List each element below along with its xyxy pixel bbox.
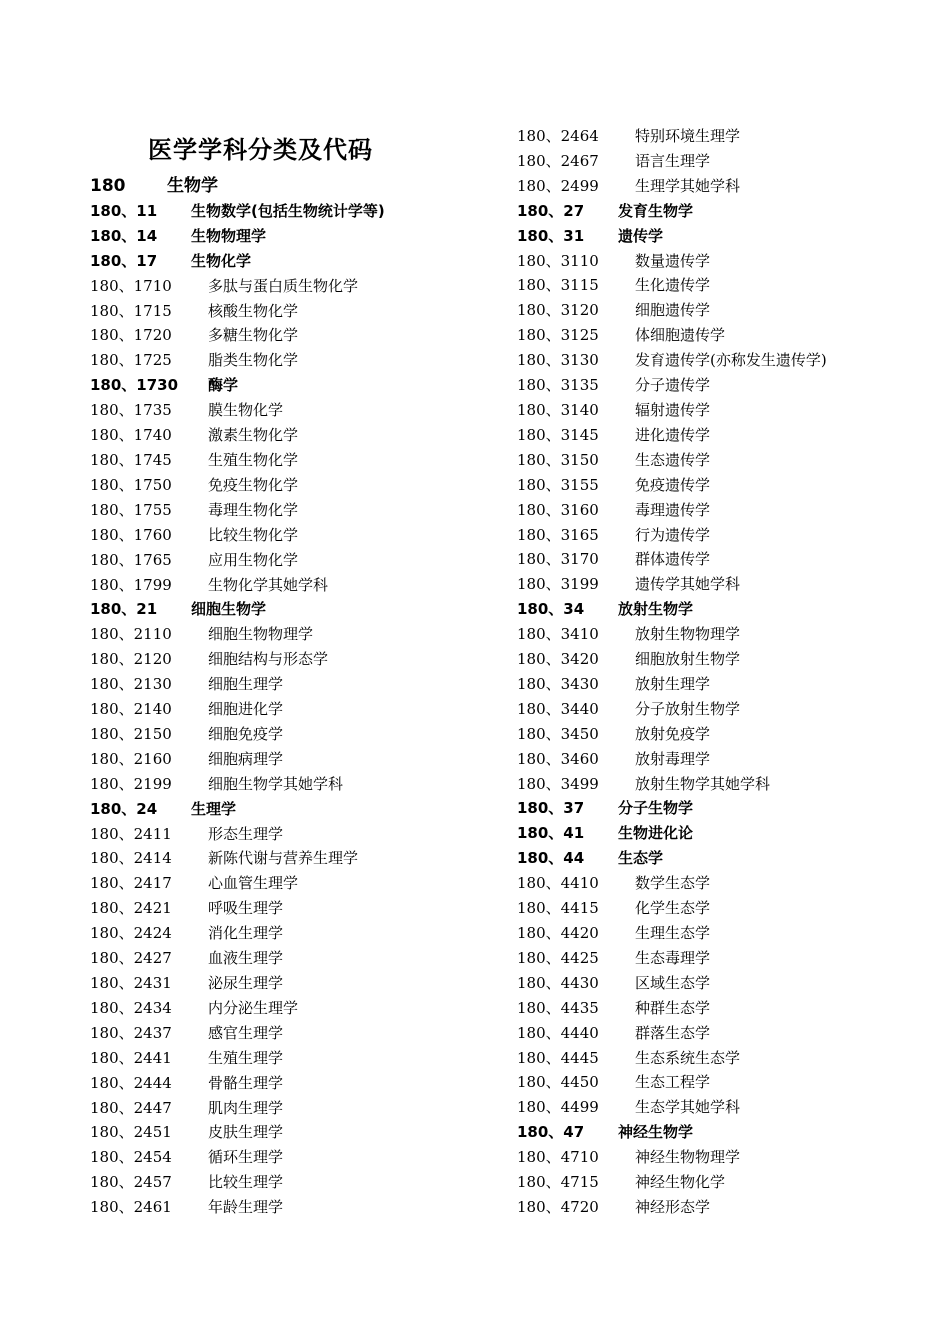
classification-row (517, 224, 917, 249)
subject-code: 180、14 (90, 226, 158, 245)
subject-name: 生物进化论 (618, 824, 694, 843)
subject-code: 180、3170 (517, 550, 599, 569)
classification-row (517, 373, 917, 398)
classification-row (90, 473, 490, 498)
classification-row (90, 622, 490, 647)
subject-name: 新陈代谢与营养生理学 (208, 849, 359, 868)
subject-code: 180、2421 (90, 899, 172, 918)
subject-code: 180、2411 (90, 824, 172, 843)
subject-name: 免疫遗传学 (635, 475, 711, 494)
subject-code: 180、4430 (517, 973, 599, 992)
subject-name: 生化遗传学 (635, 276, 711, 295)
classification-row (90, 921, 490, 946)
subject-code: 180、3130 (517, 351, 599, 370)
subject-name: 细胞生物学其她学科 (208, 774, 344, 793)
subject-code: 180、4710 (517, 1148, 599, 1167)
subject-code: 180、3140 (517, 400, 599, 419)
subject-code: 180、4499 (517, 1098, 599, 1117)
subject-name: 数学生态学 (635, 874, 711, 893)
subject-code: 180、1760 (90, 525, 172, 544)
subject-name: 细胞放射生物学 (635, 650, 741, 669)
classification-row (517, 846, 917, 871)
classification-row (517, 796, 917, 821)
classification-row (90, 846, 490, 871)
subject-name: 群落生态学 (635, 1023, 711, 1042)
subject-name: 骨骼生理学 (208, 1073, 284, 1092)
classification-row (517, 622, 917, 647)
classification-row (90, 1195, 490, 1220)
classification-row (517, 547, 917, 572)
subject-name: 分子放射生物学 (635, 699, 741, 718)
subject-name: 肌肉生理学 (208, 1098, 284, 1117)
subject-code: 180、2199 (90, 774, 172, 793)
subject-name: 细胞遗传学 (635, 301, 711, 320)
subject-name: 应用生物化学 (208, 550, 299, 569)
subject-name: 生殖生物化学 (208, 450, 299, 469)
subject-code: 180、3125 (517, 326, 599, 345)
classification-row (90, 896, 490, 921)
subject-name: 生物数学(包括生物统计学等) (191, 201, 385, 220)
classification-row (517, 174, 917, 199)
classification-row (517, 1095, 917, 1120)
classification-row (90, 996, 490, 1021)
subject-name: 化学生态学 (635, 899, 711, 918)
subject-name: 毒理遗传学 (635, 500, 711, 519)
classification-row (517, 1195, 917, 1220)
subject-name: 膜生物化学 (208, 401, 284, 420)
classification-row (517, 398, 917, 423)
subject-code: 180、3440 (517, 699, 599, 718)
classification-row (517, 921, 917, 946)
subject-code: 180、3499 (517, 774, 599, 793)
subject-code: 180、1765 (90, 550, 172, 569)
subject-code: 180、1730 (90, 376, 179, 395)
subject-name: 生态学 (618, 849, 664, 868)
subject-code: 180、2499 (517, 176, 599, 195)
subject-code: 180、3150 (517, 450, 599, 469)
classification-row (90, 772, 490, 797)
subject-code: 180、1720 (90, 326, 172, 345)
subject-code: 180、4425 (517, 948, 599, 967)
subject-code: 180、21 (90, 600, 158, 619)
subject-code: 180、17 (90, 251, 158, 270)
classification-row (90, 647, 490, 672)
classification-row (517, 697, 917, 722)
subject-name: 皮肤生理学 (208, 1123, 284, 1142)
subject-code: 180、3165 (517, 525, 599, 544)
subject-code: 180、3199 (517, 575, 599, 594)
subject-name: 心血管生理学 (208, 874, 299, 893)
subject-name: 比较生理学 (208, 1173, 284, 1192)
subject-code: 180、1745 (90, 450, 172, 469)
subject-name: 生态工程学 (635, 1073, 711, 1092)
subject-name: 年龄生理学 (208, 1198, 284, 1217)
subject-code: 180、3430 (517, 674, 599, 693)
subject-code: 180、1755 (90, 500, 172, 519)
right-column (517, 124, 917, 1220)
classification-row (90, 797, 490, 822)
subject-name: 生物学 (167, 176, 218, 196)
classification-row (517, 871, 917, 896)
classification-row (517, 348, 917, 373)
classification-row (517, 249, 917, 274)
subject-name: 发育生物学 (618, 201, 694, 220)
subject-code: 180、3135 (517, 376, 599, 395)
subject-name: 语言生理学 (635, 151, 711, 170)
subject-code: 180、4715 (517, 1173, 599, 1192)
subject-name: 毒理生物化学 (208, 500, 299, 519)
classification-row (517, 473, 917, 498)
classification-row (517, 1120, 917, 1145)
subject-name: 放射毒理学 (635, 749, 711, 768)
subject-name: 生理生态学 (635, 924, 711, 942)
classification-row (517, 199, 917, 224)
subject-code: 180、34 (517, 600, 585, 619)
classification-row (517, 821, 917, 846)
subject-code: 180、4445 (517, 1048, 599, 1067)
subject-name: 种群生态学 (635, 998, 711, 1017)
subject-code: 180、2441 (90, 1048, 172, 1067)
subject-name: 进化遗传学 (635, 425, 711, 444)
subject-code: 180、1715 (90, 301, 172, 320)
classification-row (90, 523, 490, 548)
subject-name: 泌尿生理学 (208, 974, 284, 992)
subject-code: 180 (90, 176, 126, 196)
subject-code: 180、24 (90, 799, 158, 818)
subject-name: 细胞生物物理学 (208, 625, 314, 644)
classification-row (517, 1170, 917, 1195)
classification-row (90, 1096, 490, 1121)
subject-name: 神经生物化学 (635, 1173, 726, 1192)
classification-row (90, 348, 490, 373)
subject-name: 多肽与蛋白质生物化学 (208, 276, 359, 295)
subject-code: 180、3155 (517, 475, 599, 494)
subject-code: 180、11 (90, 201, 158, 220)
subject-name: 放射生物学 (618, 600, 694, 619)
subject-name: 细胞免疫学 (208, 724, 284, 743)
subject-code: 180、4450 (517, 1073, 599, 1092)
classification-row (517, 772, 917, 797)
classification-row (517, 1021, 917, 1046)
subject-name: 区域生态学 (635, 973, 711, 992)
classification-row (517, 124, 917, 149)
subject-name: 放射生物学其她学科 (635, 774, 771, 793)
subject-code: 180、3115 (517, 276, 599, 295)
subject-code: 180、47 (517, 1123, 585, 1142)
classification-row (517, 1145, 917, 1170)
subject-name: 生态学其她学科 (635, 1098, 741, 1117)
subject-name: 细胞结构与形态学 (208, 650, 329, 669)
classification-row (90, 498, 490, 523)
classification-row (90, 1021, 490, 1046)
classification-row (90, 224, 490, 249)
subject-code: 180、2434 (90, 998, 172, 1017)
subject-code: 180、3450 (517, 724, 599, 743)
subject-name: 生物化学 (191, 251, 252, 270)
subject-name: 消化生理学 (208, 924, 284, 943)
subject-code: 180、3110 (517, 251, 599, 270)
subject-code: 180、2110 (90, 625, 172, 644)
classification-row (517, 423, 917, 448)
classification-row (90, 1046, 490, 1071)
classification-row (517, 971, 917, 996)
classification-row (90, 722, 490, 747)
subject-code: 180、2160 (90, 749, 172, 768)
subject-code: 180、1725 (90, 351, 172, 370)
subject-code: 180、2427 (90, 949, 172, 968)
classification-row (517, 647, 917, 672)
subject-code: 180、4410 (517, 874, 599, 893)
classification-row (517, 597, 917, 622)
subject-code: 180、2417 (90, 874, 172, 893)
subject-name: 生理学 (191, 799, 237, 818)
classification-row (90, 946, 490, 971)
subject-name: 内分泌生理学 (208, 998, 299, 1017)
classification-row (90, 323, 490, 348)
subject-code: 180、2464 (517, 127, 599, 145)
classification-row (90, 299, 490, 324)
subject-code: 180、3420 (517, 650, 599, 669)
subject-code: 180、4415 (517, 899, 599, 918)
subject-name: 循环生理学 (208, 1148, 284, 1167)
subject-name: 感官生理学 (208, 1023, 284, 1042)
subject-name: 生殖生理学 (208, 1048, 284, 1067)
classification-row (90, 448, 490, 473)
classification-row (90, 1120, 490, 1145)
classification-row (517, 1046, 917, 1071)
classification-row (517, 448, 917, 473)
subject-name: 比较生物化学 (208, 525, 299, 544)
subject-name: 神经生物学 (618, 1123, 694, 1142)
subject-code: 180、2431 (90, 974, 172, 992)
subject-name: 呼吸生理学 (208, 899, 284, 918)
subject-code: 180、1740 (90, 426, 172, 445)
subject-code: 180、2140 (90, 700, 172, 719)
classification-row (517, 722, 917, 747)
subject-code: 180、4420 (517, 924, 599, 942)
subject-code: 180、41 (517, 824, 585, 843)
classification-row (517, 298, 917, 323)
classification-row (90, 822, 490, 847)
subject-code: 180、3460 (517, 749, 599, 768)
classification-row (90, 573, 490, 598)
classification-row (517, 498, 917, 523)
subject-name: 神经生物物理学 (635, 1148, 741, 1167)
subject-code: 180、3120 (517, 301, 599, 320)
left-column (90, 174, 490, 1220)
subject-code: 180、2414 (90, 849, 172, 868)
classification-row (90, 597, 490, 622)
subject-name: 分子生物学 (618, 799, 694, 818)
classification-row (90, 1170, 490, 1195)
subject-name: 免疫生物化学 (208, 475, 299, 494)
subject-name: 生理学其她学科 (635, 176, 741, 195)
subject-code: 180、27 (517, 201, 585, 220)
classification-row (517, 996, 917, 1021)
subject-code: 180、3410 (517, 625, 599, 644)
subject-code: 180、4720 (517, 1197, 599, 1216)
subject-name: 细胞生理学 (208, 675, 284, 694)
subject-name: 遗传学其她学科 (635, 575, 741, 594)
subject-name: 生态系统生态学 (635, 1048, 741, 1067)
classification-row (517, 572, 917, 597)
classification-row (517, 149, 917, 174)
classification-row (90, 971, 490, 996)
classification-row (90, 747, 490, 772)
subject-name: 体细胞遗传学 (635, 326, 726, 345)
classification-row (90, 423, 490, 448)
subject-code: 180、4435 (517, 998, 599, 1017)
subject-name: 生态遗传学 (635, 450, 711, 469)
classification-row (517, 672, 917, 697)
subject-name: 遗传学 (618, 226, 664, 245)
subject-name: 形态生理学 (208, 824, 284, 843)
classification-row (517, 273, 917, 298)
subject-code: 180、4440 (517, 1023, 599, 1042)
classification-row (90, 398, 490, 423)
classification-row (90, 373, 490, 398)
page-title: 医学学科分类及代码 (148, 135, 373, 164)
subject-name: 细胞病理学 (208, 749, 284, 768)
classification-row (90, 871, 490, 896)
subject-code: 180、2120 (90, 650, 172, 669)
subject-code: 180、2444 (90, 1073, 172, 1092)
subject-name: 细胞进化学 (208, 700, 284, 719)
subject-code: 180、2447 (90, 1098, 172, 1117)
subject-name: 群体遗传学 (635, 550, 711, 569)
subject-code: 180、31 (517, 226, 585, 245)
subject-name: 脂类生物化学 (208, 351, 299, 370)
subject-code: 180、1735 (90, 401, 172, 420)
subject-name: 多糖生物化学 (208, 326, 299, 345)
classification-row (517, 946, 917, 971)
subject-name: 发育遗传学(亦称发生遗传学) (635, 351, 827, 370)
subject-name: 生物化学其她学科 (208, 575, 329, 594)
subject-name: 特别环境生理学 (635, 127, 741, 145)
subject-code: 180、1710 (90, 276, 172, 295)
classification-row (517, 747, 917, 772)
classification-row (90, 199, 490, 224)
subject-name: 神经形态学 (635, 1197, 711, 1216)
classification-row (90, 1145, 490, 1170)
subject-code: 180、2454 (90, 1148, 172, 1167)
subject-code: 180、2457 (90, 1173, 172, 1192)
subject-code: 180、2130 (90, 675, 172, 694)
subject-code: 180、3160 (517, 500, 599, 519)
classification-row (517, 323, 917, 348)
subject-name: 酶学 (208, 376, 239, 395)
classification-row (90, 174, 490, 199)
subject-name: 生物物理学 (191, 226, 267, 245)
subject-code: 180、37 (517, 799, 585, 818)
classification-row (90, 672, 490, 697)
subject-name: 放射免疫学 (635, 724, 711, 743)
subject-code: 180、2461 (90, 1198, 172, 1217)
subject-name: 行为遗传学 (635, 525, 711, 544)
subject-name: 细胞生物学 (191, 600, 267, 619)
subject-code: 180、2150 (90, 724, 172, 743)
classification-row (90, 249, 490, 274)
subject-name: 激素生物化学 (208, 426, 299, 445)
subject-name: 数量遗传学 (635, 251, 711, 270)
subject-name: 核酸生物化学 (208, 301, 299, 320)
classification-row (90, 548, 490, 573)
subject-name: 放射生物物理学 (635, 625, 741, 644)
subject-name: 血液生理学 (208, 949, 284, 968)
subject-name: 辐射遗传学 (635, 400, 711, 419)
subject-name: 放射生理学 (635, 674, 711, 693)
subject-name: 生态毒理学 (635, 948, 711, 967)
classification-row (517, 1070, 917, 1095)
subject-code: 180、2451 (90, 1123, 172, 1142)
subject-code: 180、2467 (517, 151, 599, 170)
subject-code: 180、1750 (90, 475, 172, 494)
classification-row (90, 697, 490, 722)
subject-code: 180、1799 (90, 575, 172, 594)
subject-name: 分子遗传学 (635, 376, 711, 395)
classification-row (517, 523, 917, 548)
subject-code: 180、2437 (90, 1023, 172, 1042)
classification-row (90, 274, 490, 299)
subject-code: 180、3145 (517, 425, 599, 444)
classification-row (90, 1071, 490, 1096)
subject-code: 180、2424 (90, 924, 172, 943)
classification-row (517, 896, 917, 921)
subject-code: 180、44 (517, 849, 585, 868)
